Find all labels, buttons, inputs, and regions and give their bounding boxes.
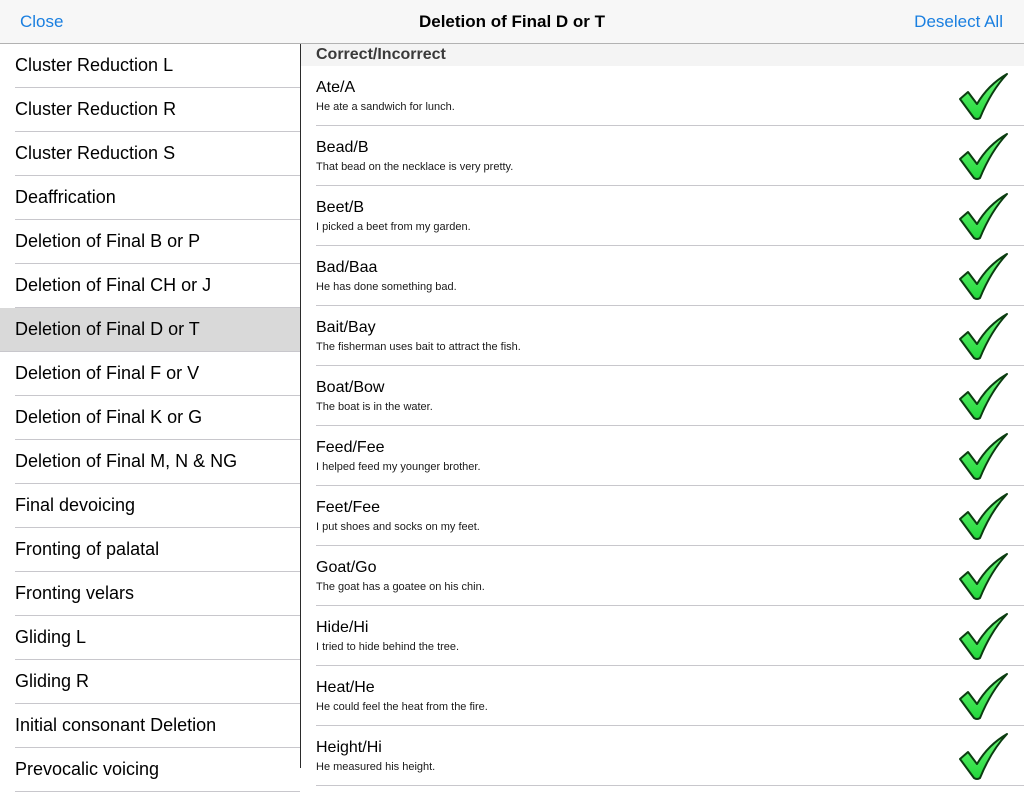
- process-list-sidebar[interactable]: [0, 44, 300, 779]
- example-sentence: He ate a sandwich for lunch.: [316, 101, 455, 113]
- word-pair-label: Bead/B: [316, 139, 369, 156]
- word-pair-label: Feet/Fee: [316, 499, 381, 516]
- word-pair-row[interactable]: [301, 246, 1024, 306]
- green-checkmark-icon[interactable]: [958, 71, 1010, 121]
- green-checkmark-icon[interactable]: [958, 731, 1010, 781]
- word-list-pane[interactable]: [301, 44, 1024, 773]
- sidebar-item[interactable]: Deletion of Final CH or J: [0, 264, 300, 308]
- word-pair-label: Goat/Go: [316, 559, 377, 576]
- green-checkmark-icon[interactable]: [958, 611, 1010, 661]
- word-pair-row[interactable]: [301, 186, 1024, 246]
- deselect-all-button[interactable]: Deselect All: [914, 12, 1003, 31]
- sidebar-item[interactable]: Cluster Reduction R: [0, 88, 300, 132]
- sidebar-item[interactable]: Cluster Reduction L: [0, 44, 300, 88]
- sidebar-item[interactable]: Deletion of Final D or T: [0, 308, 300, 352]
- green-checkmark-icon[interactable]: [958, 551, 1010, 601]
- word-pair-row[interactable]: [301, 366, 1024, 426]
- sidebar-item[interactable]: Gliding R: [0, 660, 300, 704]
- example-sentence: I tried to hide behind the tree.: [316, 641, 460, 653]
- example-sentence: He could feel the heat from the fire.: [316, 701, 488, 713]
- close-button[interactable]: Close: [20, 12, 64, 31]
- green-checkmark-icon[interactable]: [958, 191, 1010, 241]
- green-checkmark-icon[interactable]: [958, 311, 1010, 361]
- word-pair-row[interactable]: [301, 546, 1024, 606]
- example-sentence: I picked a beet from my garden.: [316, 221, 471, 233]
- word-pair-row[interactable]: [301, 666, 1024, 726]
- sidebar-item[interactable]: Deletion of Final F or V: [0, 352, 300, 396]
- word-pair-label: Bad/Baa: [316, 259, 378, 276]
- sidebar-item[interactable]: Deaffrication: [0, 176, 300, 220]
- example-sentence: The fisherman uses bait to attract the fish.: [316, 341, 521, 353]
- green-checkmark-icon[interactable]: [958, 251, 1010, 301]
- word-pair-label: Height/Hi: [316, 739, 382, 756]
- example-sentence: That bead on the necklace is very pretty.: [316, 161, 514, 173]
- sidebar-item[interactable]: Fronting of palatal: [0, 528, 300, 572]
- word-pair-row[interactable]: [301, 426, 1024, 486]
- word-pair-label: Hide/Hi: [316, 619, 369, 636]
- word-pair-row[interactable]: [301, 306, 1024, 366]
- page-title: Deletion of Final D or T: [418, 12, 606, 31]
- word-pair-label: Heat/He: [316, 679, 375, 696]
- word-pair-row[interactable]: [301, 606, 1024, 666]
- sidebar-item[interactable]: Gliding L: [0, 616, 300, 660]
- example-sentence: He has done something bad.: [316, 281, 457, 293]
- example-sentence: The goat has a goatee on his chin.: [316, 581, 485, 593]
- word-pair-row[interactable]: [301, 726, 1024, 786]
- example-sentence: I put shoes and socks on my feet.: [316, 521, 480, 533]
- sidebar-item[interactable]: Fronting velars: [0, 572, 300, 616]
- green-checkmark-icon[interactable]: [958, 671, 1010, 721]
- example-sentence: I helped feed my younger brother.: [316, 461, 481, 473]
- example-sentence: The boat is in the water.: [316, 401, 433, 413]
- word-pair-label: Feed/Fee: [316, 439, 385, 456]
- green-checkmark-icon[interactable]: [958, 131, 1010, 181]
- example-sentence: He measured his height.: [316, 761, 436, 773]
- sidebar-item[interactable]: Deletion of Final B or P: [0, 220, 300, 264]
- sidebar-item[interactable]: Deletion of Final M, N & NG: [0, 440, 300, 484]
- word-pair-label: Beet/B: [316, 199, 365, 216]
- word-pair-label: Boat/Bow: [316, 379, 385, 396]
- word-pair-row[interactable]: [301, 126, 1024, 186]
- word-pair-label: Ate/A: [316, 79, 356, 96]
- sidebar-item[interactable]: Initial consonant Deletion: [0, 704, 300, 748]
- green-checkmark-icon[interactable]: [958, 491, 1010, 541]
- navigation-bar: [0, 0, 1024, 44]
- green-checkmark-icon[interactable]: [958, 371, 1010, 421]
- sidebar-item[interactable]: Final devoicing: [0, 484, 300, 528]
- section-header-correct-incorrect: Correct/Incorrect: [301, 44, 1024, 66]
- word-pair-row[interactable]: [301, 486, 1024, 546]
- green-checkmark-icon[interactable]: [958, 431, 1010, 481]
- word-pair-label: Bait/Bay: [316, 319, 376, 336]
- sidebar-item[interactable]: Prevocalic voicing: [0, 748, 300, 792]
- sidebar-item[interactable]: Deletion of Final K or G: [0, 396, 300, 440]
- sidebar-item[interactable]: Cluster Reduction S: [0, 132, 300, 176]
- word-pair-row[interactable]: [301, 66, 1024, 126]
